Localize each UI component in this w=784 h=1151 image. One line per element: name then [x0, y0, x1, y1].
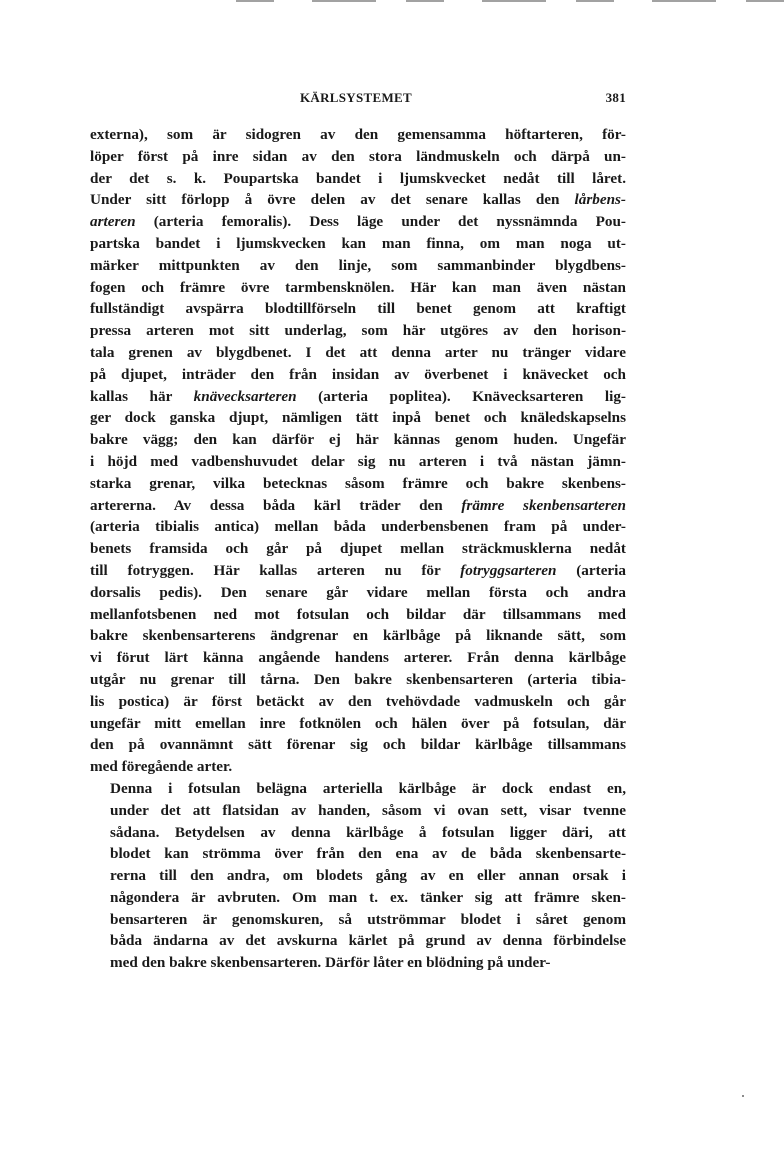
- text-line: tala grenen av blygdbenet. I det att denna arter nu tränger vidare: [90, 343, 626, 361]
- text-line: arteren (arteria femoralis). Dess läge under det nyssnämnda Pou-: [90, 213, 626, 231]
- page-number: 381: [605, 90, 626, 105]
- text-line: någondera är avbruten. Om man t. ex. tänker sig att främre sken-: [110, 888, 626, 906]
- paragraph-1: [90, 124, 626, 778]
- text-line: bakre vägg; den kan därför ej här kännas genom huden. Ungefär: [90, 431, 626, 449]
- text-line: bakre skenbensarterens ändgrenar en kärlbåge på liknande sätt, som: [90, 627, 626, 645]
- top-edge-rule: [236, 0, 784, 2]
- text-line: fogen och främre övre tarmbensknölen. Här kan man även nästan: [90, 278, 626, 296]
- text-line: dorsalis pedis). Den senare går vidare mellan första och andra: [90, 583, 626, 601]
- text-line: ger dock ganska djupt, nämligen tätt inpå benet och knäledskapselns: [90, 409, 626, 427]
- text-line: under det att flatsidan av handen, såsom vi ovan sett, visar tvenne: [110, 801, 626, 819]
- text-line: der det s. k. Poupartska bandet i ljumskvecket nedåt till låret.: [90, 169, 626, 187]
- text-line: (arteria tibialis antica) mellan båda underbensbenen fram på under-: [90, 518, 626, 536]
- text-line: bensarteren är genomskuren, så utströmmar blodet i såret genom: [110, 910, 626, 928]
- text-line: blodet kan strömma över från den ena av de båda skenbensarte-: [110, 845, 626, 863]
- paragraph-2: [90, 778, 626, 974]
- text-line: Under sitt förlopp å övre delen av det senare kallas den lårbens-: [90, 191, 626, 209]
- text-line: utgår nu grenar till tårna. Den bakre skenbensarteren (arteria tibia-: [90, 670, 626, 688]
- text-line: mellanfotsbenen ned mot fotsulan och bildar där tillsammans med: [90, 605, 626, 623]
- body-text: [90, 124, 626, 974]
- text-line: med föregående arter.: [90, 758, 233, 776]
- text-line: benets framsida och går på djupet mellan sträckmusklerna nedåt: [90, 540, 626, 558]
- text-line: löper först på inre sidan av den stora ländmuskeln och därpå un-: [90, 147, 626, 165]
- text-line: med den bakre skenbensarteren. Därför låter en blödning på under-: [110, 954, 551, 972]
- text-line: på djupet, inträder den från insidan av överbenet i knävecket och: [90, 365, 626, 383]
- text-line: externa), som är sidogren av den gemensamma höftarteren, för-: [90, 126, 626, 143]
- text-line: pressa arteren mot sitt underlag, som här utgöres av den horison-: [90, 322, 626, 340]
- running-head: [90, 90, 626, 110]
- text-line: Denna i fotsulan belägna arteriella kärlbåge är dock endast en,: [110, 779, 626, 797]
- running-title: KÄRLSYSTEMET: [300, 90, 412, 105]
- text-line: rerna till den andra, om blodets gång av en eller annan orsak i: [110, 867, 626, 885]
- text-line: starka grenar, vilka betecknas såsom främre och bakre skenbens-: [90, 474, 626, 492]
- text-line: sådana. Betydelsen av denna kärlbåge å fotsulan ligger däri, att: [110, 823, 626, 841]
- book-page: [90, 90, 626, 974]
- text-line: till fotryggen. Här kallas arteren nu för fotryggsarteren (arteria: [90, 561, 626, 579]
- text-line: vi förut lärt känna angående handens arterer. Från denna kärlbåge: [90, 649, 626, 667]
- text-line: kallas här knävecksarteren (arteria poplitea). Knävecksarteren lig-: [90, 387, 626, 405]
- text-line: artererna. Av dessa båda kärl träder den främre skenbensarteren: [90, 496, 626, 514]
- text-line: fullständigt avspärra blodtillförseln till benet genom att kraftigt: [90, 300, 626, 318]
- text-line: ungefär mitt emellan inre fotknölen och hälen över på fotsulan, där: [90, 714, 626, 732]
- paper-speck: [742, 1095, 744, 1097]
- text-line: den på ovannämnt sätt förenar sig och bildar kärlbåge tillsammans: [90, 736, 626, 754]
- text-line: båda ändarna av det avskurna kärlet på grund av denna förbindelse: [110, 932, 626, 950]
- text-line: partska bandet i ljumskvecken kan man finna, om man noga ut-: [90, 234, 626, 252]
- text-line: märker mittpunkten av den linje, som sammanbinder blygdbens-: [90, 256, 626, 274]
- text-line: i höjd med vadbenshuvudet delar sig nu arteren i två nästan jämn-: [90, 452, 626, 470]
- text-line: lis postica) är först betäckt av den tvehövdade vadmuskeln och går: [90, 692, 626, 710]
